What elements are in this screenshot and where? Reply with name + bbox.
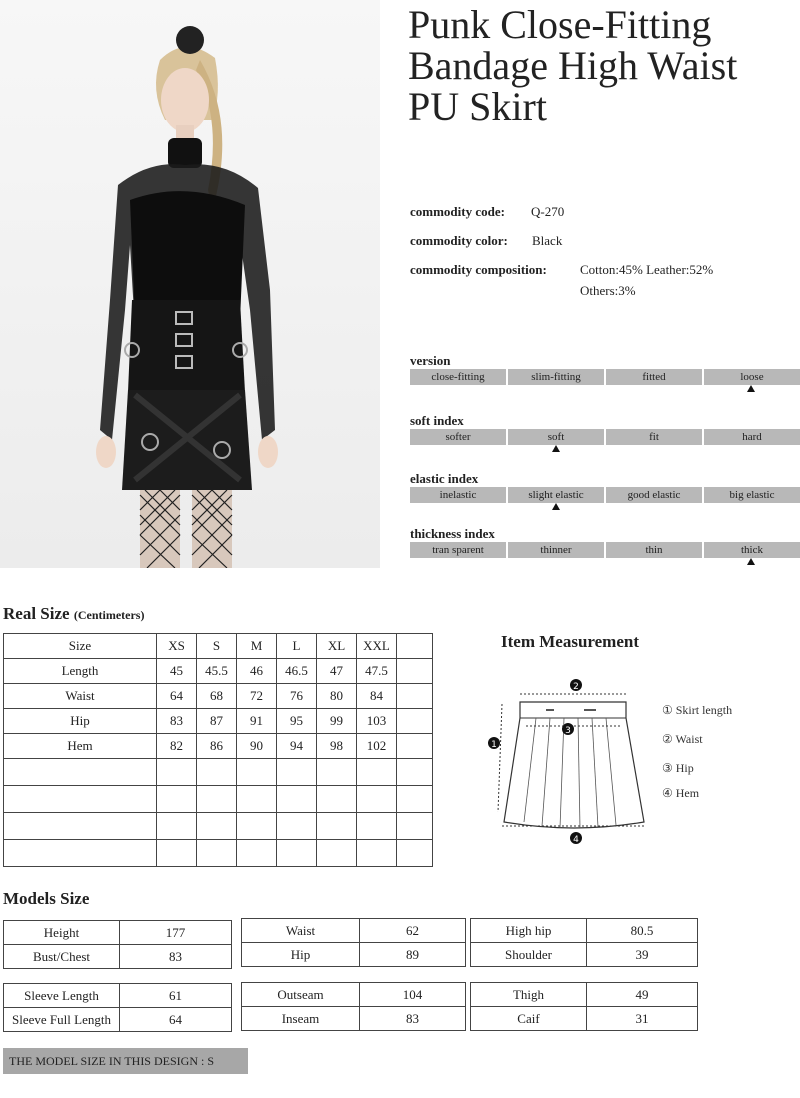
table-cell: 102: [357, 734, 397, 759]
table-cell: S: [197, 634, 237, 659]
marker-3: 3: [565, 726, 571, 736]
marker-2: 2: [573, 682, 579, 692]
table-row: [4, 945, 232, 969]
model-size-banner: THE MODEL SIZE IN THIS DESIGN : S: [3, 1048, 248, 1074]
models-size-table: [470, 982, 698, 1031]
commodity-code-label: commodity code:: [410, 204, 505, 219]
empty-row: [4, 813, 433, 840]
table-cell: Shoulder: [471, 943, 587, 967]
table-cell: XL: [317, 634, 357, 659]
table-cell: 80: [317, 684, 357, 709]
index-option: loose: [704, 369, 800, 385]
table-cell: Hip: [4, 709, 157, 734]
index-option: slim-fitting: [508, 369, 604, 385]
table-cell: Hem: [4, 734, 157, 759]
empty-row: [4, 840, 433, 867]
index-option: close-fitting: [410, 369, 506, 385]
table-cell: 99: [317, 709, 357, 734]
table-row: [242, 983, 466, 1007]
table-cell: 83: [157, 709, 197, 734]
index-label: elastic index: [410, 471, 479, 486]
real-size-unit: (Centimeters): [73, 608, 145, 622]
index-option: tran sparent: [410, 542, 506, 558]
selected-marker: [747, 385, 755, 392]
commodity-code-row: [410, 204, 565, 220]
table-cell: Outseam: [242, 983, 360, 1007]
table-cell: 103: [357, 709, 397, 734]
table-cell: 91: [237, 709, 277, 734]
models-size-table: [3, 983, 232, 1032]
commodity-color-row: [410, 233, 563, 249]
table-row: [242, 943, 466, 967]
table-cell: Hip: [242, 943, 360, 967]
table-cell: 177: [120, 921, 232, 945]
table-row: [471, 919, 698, 943]
table-cell: 47: [317, 659, 357, 684]
table-cell: Height: [4, 921, 120, 945]
product-photo: [0, 0, 380, 568]
table-cell: [397, 709, 433, 734]
table-cell: 45: [157, 659, 197, 684]
index-option: fit: [606, 429, 702, 445]
table-cell: 72: [237, 684, 277, 709]
table-cell: 31: [587, 1007, 698, 1031]
table-cell: [397, 634, 433, 659]
table-cell: Inseam: [242, 1007, 360, 1031]
index-option: hard: [704, 429, 800, 445]
table-cell: 83: [120, 945, 232, 969]
table-row: [4, 684, 433, 709]
commodity-code-value: Q-270: [531, 204, 565, 219]
marker-1: 1: [491, 740, 497, 750]
table-cell: 80.5: [587, 919, 698, 943]
index-label: soft index: [410, 413, 464, 428]
index-option: softer: [410, 429, 506, 445]
table-row: [242, 1007, 466, 1031]
table-cell: 89: [360, 943, 466, 967]
index-option: soft: [508, 429, 604, 445]
table-cell: Bust/Chest: [4, 945, 120, 969]
table-row: [471, 1007, 698, 1031]
legend-hip: ③ Hip: [662, 761, 694, 775]
selected-marker: [552, 503, 560, 510]
real-size-title: Real Size: [3, 604, 70, 623]
table-row: [471, 943, 698, 967]
table-row: [471, 983, 698, 1007]
table-cell: 84: [357, 684, 397, 709]
table-cell: 98: [317, 734, 357, 759]
composition-line-1: Cotton:45% Leather:52%: [580, 262, 714, 277]
legend-hem: ④ Hem: [662, 786, 700, 800]
table-row: [4, 734, 433, 759]
table-cell: Sleeve Full Length: [4, 1008, 120, 1032]
table-cell: 39: [587, 943, 698, 967]
table-cell: 49: [587, 983, 698, 1007]
index-label: version: [410, 353, 451, 368]
table-cell: 45.5: [197, 659, 237, 684]
skirt-diagram: [484, 672, 654, 852]
models-size-table: [241, 918, 466, 967]
index-option: big elastic: [704, 487, 800, 503]
real-size-heading: [3, 604, 144, 624]
index-option: slight elastic: [508, 487, 604, 503]
table-cell: XS: [157, 634, 197, 659]
table-cell: L: [277, 634, 317, 659]
table-cell: M: [237, 634, 277, 659]
table-cell: Caif: [471, 1007, 587, 1031]
index-option: inelastic: [410, 487, 506, 503]
table-cell: [397, 684, 433, 709]
table-cell: 94: [277, 734, 317, 759]
composition-line-2: Others:3%: [580, 283, 636, 298]
table-row: [4, 984, 232, 1008]
table-cell: Thigh: [471, 983, 587, 1007]
table-cell: 62: [360, 919, 466, 943]
soft-index: [410, 413, 800, 445]
table-cell: 46: [237, 659, 277, 684]
table-cell: 86: [197, 734, 237, 759]
table-cell: Sleeve Length: [4, 984, 120, 1008]
table-cell: Length: [4, 659, 157, 684]
table-cell: 95: [277, 709, 317, 734]
empty-row: [4, 759, 433, 786]
marker-4: 4: [573, 835, 579, 845]
version-index: [410, 353, 800, 385]
table-cell: 46.5: [277, 659, 317, 684]
commodity-composition-label: commodity composition:: [410, 262, 547, 277]
real-size-table: [3, 633, 433, 867]
index-option: thick: [704, 542, 800, 558]
selected-marker: [552, 445, 560, 452]
commodity-composition-row: [410, 262, 714, 298]
table-row: [4, 921, 232, 945]
table-cell: [397, 659, 433, 684]
table-cell: 61: [120, 984, 232, 1008]
models-size-table: [3, 920, 232, 969]
thickness-index: [410, 526, 800, 558]
table-cell: Size: [4, 634, 157, 659]
table-cell: Waist: [4, 684, 157, 709]
index-option: fitted: [606, 369, 702, 385]
index-option: thinner: [508, 542, 604, 558]
commodity-color-label: commodity color:: [410, 233, 508, 248]
table-row: [4, 659, 433, 684]
table-cell: High hip: [471, 919, 587, 943]
models-size-table: [241, 982, 466, 1031]
index-label: thickness index: [410, 526, 495, 541]
table-cell: 68: [197, 684, 237, 709]
table-cell: 104: [360, 983, 466, 1007]
commodity-color-value: Black: [532, 233, 563, 248]
table-row: [242, 919, 466, 943]
table-cell: 83: [360, 1007, 466, 1031]
product-title: Punk Close-Fitting Bandage High Waist PU Skirt: [408, 2, 738, 129]
empty-row: [4, 786, 433, 813]
elastic-index: [410, 471, 800, 503]
table-cell: 64: [120, 1008, 232, 1032]
selected-marker: [747, 558, 755, 565]
table-cell: XXL: [357, 634, 397, 659]
item-measurement-title: Item Measurement: [501, 632, 640, 651]
index-option: good elastic: [606, 487, 702, 503]
legend-waist: ② Waist: [662, 732, 703, 746]
table-row: [4, 1008, 232, 1032]
table-cell: 47.5: [357, 659, 397, 684]
table-cell: 82: [157, 734, 197, 759]
table-cell: [397, 734, 433, 759]
table-cell: Waist: [242, 919, 360, 943]
table-row: [4, 709, 433, 734]
table-cell: 87: [197, 709, 237, 734]
legend-skirt-length: ① Skirt length: [662, 703, 733, 717]
index-option: thin: [606, 542, 702, 558]
table-cell: 90: [237, 734, 277, 759]
models-size-title: Models Size: [3, 889, 90, 908]
models-size-table: [470, 918, 698, 967]
table-cell: 76: [277, 684, 317, 709]
table-header-row: [4, 634, 433, 659]
table-cell: 64: [157, 684, 197, 709]
